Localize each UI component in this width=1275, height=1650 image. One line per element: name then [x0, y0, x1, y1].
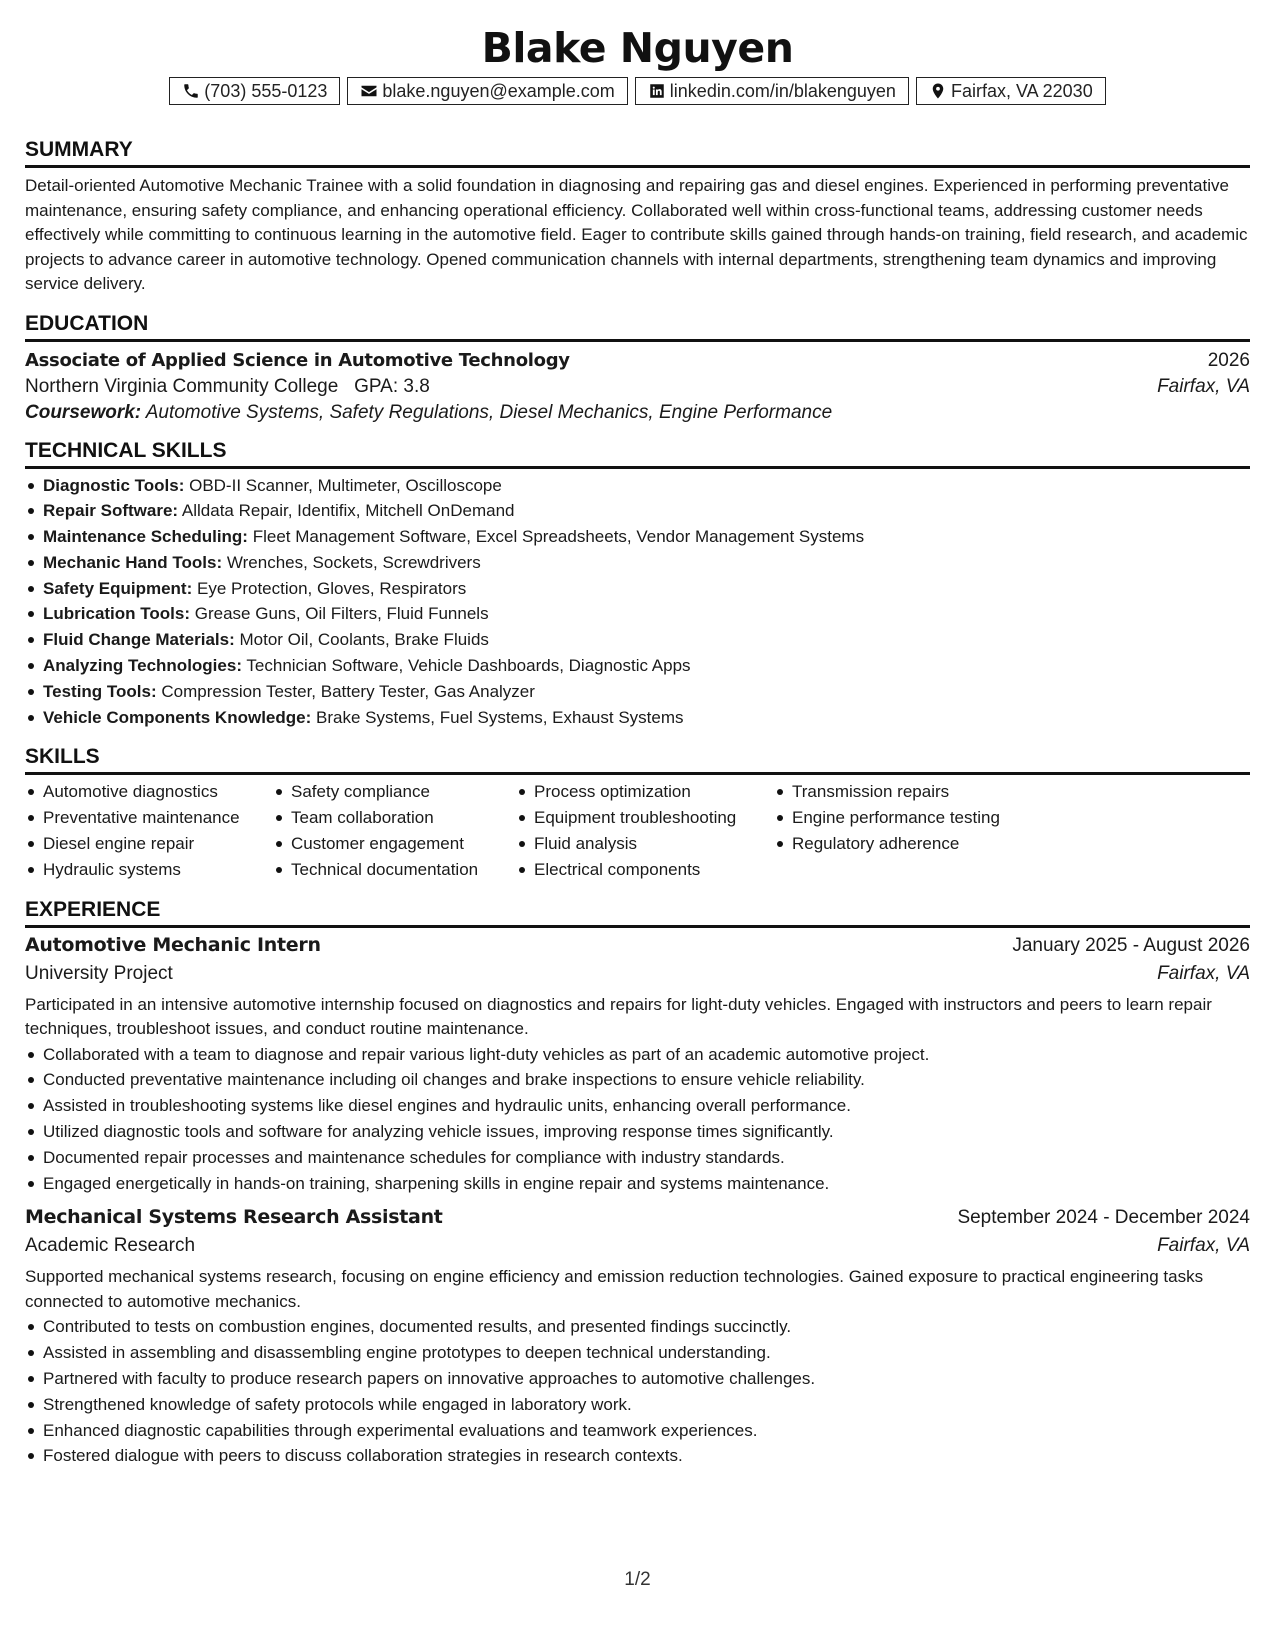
list-item: [43, 550, 1250, 576]
skill-label: Safety Equipment:: [43, 578, 193, 598]
skill-value: Fleet Management Software, Excel Spreadsheets, Vendor Management Systems: [252, 527, 865, 547]
job-description: Supported mechanical systems research, focusing on engine efficiency and emission reduction technologies. Gained exposure to practical engineering tasks connected to automotive mechanics.: [25, 1267, 1204, 1311]
skills-column: [273, 779, 516, 882]
skills-column: [25, 779, 273, 882]
skills-heading: SKILLS: [25, 744, 1250, 775]
skill-value: Alldata Repair, Identifix, Mitchell OnDemand: [181, 501, 515, 521]
summary-text: Detail-oriented Automotive Mechanic Trainee with a solid foundation in diagnosing and repairing gas and diesel engines. Experienced in performing preventative maintenance, ensuring safety compliance, and enhancing operational efficiency. Collaborated well within cross-functional teams, addressing customer needs effectively while committing to continuous learning in the automotive field. Eager to contribute skills gained through hands-on training, field research, and academic projects to advance career in automotive technology. Opened communication channels with internal departments, strengthening team dynamics and improving service delivery.: [25, 176, 1248, 293]
list-item: Collaborated with a team to diagnose and repair various light-duty vehicles as part of an academic automotive project.: [43, 1042, 1250, 1068]
school-row: [25, 376, 1250, 398]
list-item: Transmission repairs: [792, 779, 1052, 805]
list-item: Hydraulic systems: [43, 857, 273, 883]
skills-column: [516, 779, 774, 882]
list-item: Automotive diagnostics: [43, 779, 273, 805]
school-location: Fairfax, VA: [1157, 375, 1250, 397]
experience-heading: EXPERIENCE: [25, 897, 1250, 928]
skills-section: [25, 744, 1250, 882]
linkedin-link[interactable]: [635, 77, 909, 105]
graduation-year: 2026: [1207, 349, 1250, 371]
list-item: Assisted in assembling and disassembling engine prototypes to deepen technical understanding.: [43, 1340, 1250, 1366]
summary-heading: SUMMARY: [25, 137, 1250, 168]
list-item: Utilized diagnostic tools and software for analyzing vehicle issues, improving response times significantly.: [43, 1119, 1250, 1145]
job-title: Automotive Mechanic Intern: [25, 933, 321, 956]
location-text: Fairfax, VA 22030: [950, 80, 1093, 101]
skills-column: [774, 779, 1052, 882]
skill-label: Analyzing Technologies:: [43, 656, 242, 676]
skill-label: Testing Tools:: [43, 681, 157, 701]
list-item: [43, 601, 1250, 627]
school-line: [25, 376, 430, 398]
skill-label: Mechanic Hand Tools:: [43, 552, 223, 572]
list-item: [43, 524, 1250, 550]
skill-label: Fluid Change Materials:: [43, 630, 235, 650]
list-item: Team collaboration: [291, 805, 516, 831]
list-item: Engaged energetically in hands-on training, sharpening skills in engine repair and systems maintenance.: [43, 1171, 1250, 1197]
list-item: [43, 473, 1250, 499]
coursework-label: Coursework:: [25, 401, 142, 423]
school-name: Northern Virginia Community College: [25, 375, 339, 397]
job-org-row: [25, 963, 1250, 985]
list-item: Process optimization: [534, 779, 774, 805]
list-item: [43, 627, 1250, 653]
phone-text: (703) 555-0123: [204, 80, 328, 101]
skill-label: Diagnostic Tools:: [43, 475, 185, 495]
job-entry: [25, 934, 1250, 1197]
list-item: Electrical components: [534, 857, 774, 883]
phone-link[interactable]: [169, 77, 340, 105]
list-item: Enhanced diagnostic capabilities through experimental evaluations and teamwork experiences.: [43, 1418, 1250, 1444]
candidate-name: Blake Nguyen: [481, 24, 794, 72]
list-item: Engine performance testing: [792, 805, 1052, 831]
job-header: [25, 934, 1250, 957]
experience-section: [25, 897, 1250, 1470]
job-header: [25, 1206, 1250, 1229]
list-item: Assisted in troubleshooting systems like diesel engines and hydraulic units, enhancing overall performance.: [43, 1093, 1250, 1119]
job-bullets: [25, 1042, 1250, 1197]
skill-value: OBD-II Scanner, Multimeter, Oscilloscope: [189, 475, 502, 495]
skill-value: Eye Protection, Gloves, Respirators: [196, 578, 467, 598]
job-dates: January 2025 - August 2026: [1012, 934, 1250, 956]
job-location: Fairfax, VA: [1157, 962, 1250, 984]
list-item: Technical documentation: [291, 857, 516, 883]
list-item: Diesel engine repair: [43, 831, 273, 857]
technical-skills-section: [25, 438, 1250, 731]
skill-label: Lubrication Tools:: [43, 604, 191, 624]
linkedin-text: linkedin.com/in/blakenguyen: [669, 80, 896, 101]
linkedin-icon: [648, 82, 666, 100]
list-item: Documented repair processes and maintenance schedules for compliance with industry standards.: [43, 1145, 1250, 1171]
page-number: 1/2: [624, 1569, 651, 1590]
job-title: Mechanical Systems Research Assistant: [25, 1206, 443, 1229]
list-item: Fostered dialogue with peers to discuss collaboration strategies in research contexts.: [43, 1443, 1250, 1469]
skill-value: Wrenches, Sockets, Screwdrivers: [226, 552, 481, 572]
coursework-list: Automotive Systems, Safety Regulations, Diesel Mechanics, Engine Performance: [145, 401, 833, 423]
job-dates: September 2024 - December 2024: [957, 1207, 1250, 1229]
contact-bar: [25, 77, 1250, 105]
skill-value: Grease Guns, Oil Filters, Fluid Funnels: [194, 604, 489, 624]
phone-icon: [182, 82, 200, 100]
list-item: Strengthened knowledge of safety protocols while engaged in laboratory work.: [43, 1392, 1250, 1418]
list-item: [43, 705, 1250, 731]
email-link[interactable]: [347, 77, 627, 105]
envelope-icon: [360, 82, 378, 100]
skill-value: Motor Oil, Coolants, Brake Fluids: [239, 630, 489, 650]
list-item: [43, 679, 1250, 705]
job-location: Fairfax, VA: [1157, 1235, 1250, 1257]
degree-title: Associate of Applied Science in Automotive Technology: [25, 349, 570, 371]
education-section: [25, 311, 1250, 424]
skill-value: Technician Software, Vehicle Dashboards, Diagnostic Apps: [246, 656, 691, 676]
email-text: blake.nguyen@example.com: [382, 80, 615, 101]
technical-skills-list: [25, 473, 1250, 731]
location-pin-icon: [929, 82, 947, 100]
skill-value: Brake Systems, Fuel Systems, Exhaust Systems: [316, 707, 684, 727]
list-item: Equipment troubleshooting: [534, 805, 774, 831]
list-item: [43, 498, 1250, 524]
location-link[interactable]: [916, 77, 1106, 105]
list-item: Conducted preventative maintenance including oil changes and brake inspections to ensure vehicle reliability.: [43, 1067, 1250, 1093]
list-item: Preventative maintenance: [43, 805, 273, 831]
job-entry: [25, 1206, 1250, 1469]
job-description: Participated in an intensive automotive internship focused on diagnostics and repairs for light-duty vehicles. Engaged with instructors and peers to learn repair techniques, troubleshoot issues, and conduct routine maintenance.: [25, 994, 1212, 1039]
list-item: Partnered with faculty to produce research papers on innovative approaches to automotive challenges.: [43, 1366, 1250, 1392]
coursework-line: [25, 402, 1250, 424]
gpa: GPA: 3.8: [354, 375, 430, 397]
summary-section: [25, 137, 1250, 297]
list-item: Customer engagement: [291, 831, 516, 857]
degree-row: [25, 350, 1250, 372]
skill-label: Vehicle Components Knowledge:: [43, 707, 312, 727]
skill-label: Repair Software:: [43, 501, 179, 521]
job-organization: Academic Research: [25, 1235, 196, 1257]
list-item: Safety compliance: [291, 779, 516, 805]
list-item: Regulatory adherence: [792, 831, 1052, 857]
list-item: Contributed to tests on combustion engines, documented results, and presented findings succinctly.: [43, 1314, 1250, 1340]
job-org-row: [25, 1235, 1250, 1257]
job-bullets: [25, 1314, 1250, 1469]
technical-skills-heading: TECHNICAL SKILLS: [25, 438, 1250, 469]
list-item: [43, 576, 1250, 602]
job-organization: University Project: [25, 962, 173, 984]
education-heading: EDUCATION: [25, 311, 1250, 342]
skills-grid: [25, 779, 1250, 882]
skill-value: Compression Tester, Battery Tester, Gas Analyzer: [161, 681, 535, 701]
list-item: Fluid analysis: [534, 831, 774, 857]
list-item: [43, 653, 1250, 679]
skill-label: Maintenance Scheduling:: [43, 527, 248, 547]
resume-page: [25, 22, 1250, 1469]
